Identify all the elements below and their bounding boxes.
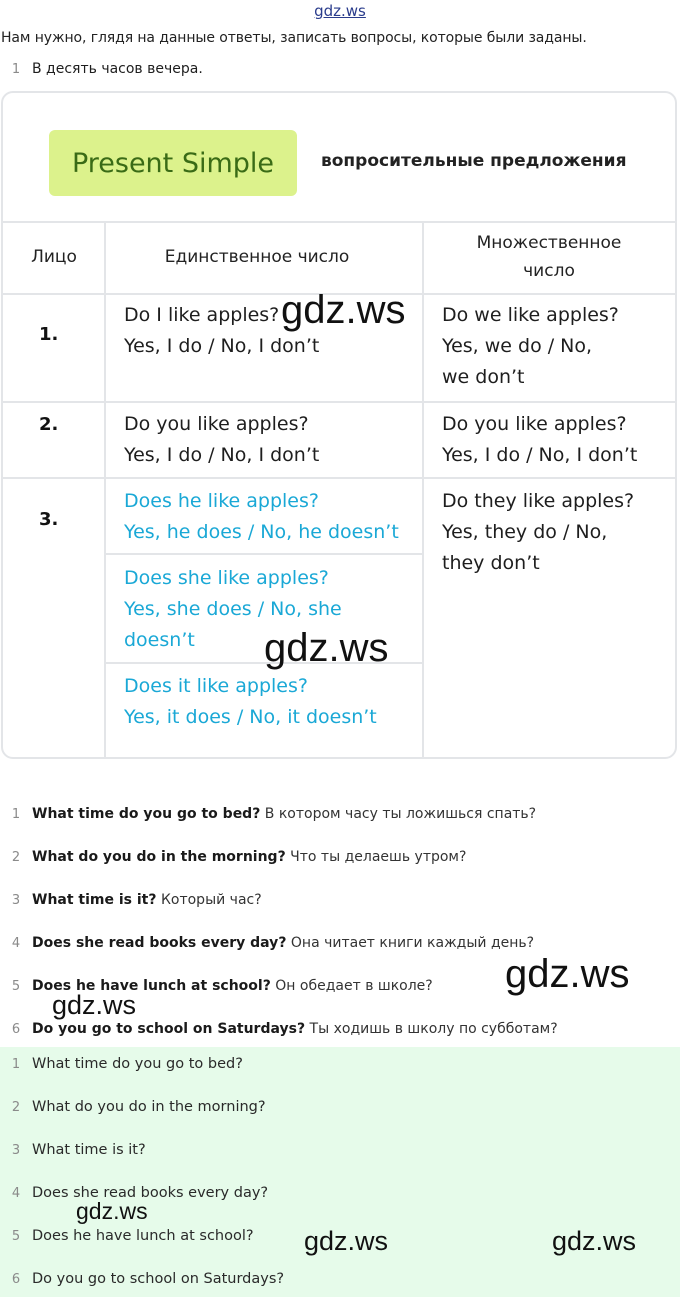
line-number: 1 [11, 62, 21, 77]
watermark: gdz.ws [505, 952, 630, 996]
header-plural: Множественное число [476, 233, 622, 281]
person-3: 3. [39, 509, 59, 530]
answer-item: 1 What time do you go to bed? [11, 1056, 243, 1072]
watermark: gdz.ws [304, 1226, 389, 1256]
watermark: gdz.ws [552, 1226, 637, 1256]
tense-badge: Present Simple [49, 130, 297, 196]
singular-3-she: Does she like apples? Yes, she does / No, she doesn’t [124, 567, 342, 651]
watermark: gdz.ws [264, 626, 389, 670]
answer-item: 3 What time is it? [11, 1142, 146, 1158]
watermark: gdz.ws [76, 1198, 148, 1224]
answer-item: 6 Do you go to school on Saturdays? [11, 1271, 285, 1287]
site-logo[interactable]: gdz.ws [314, 2, 366, 20]
line-1 [0, 61, 203, 77]
watermark: gdz.ws [281, 288, 406, 332]
plural-2: Do you like apples? Yes, I do / No, I don’t [442, 413, 638, 466]
question-item: 1 What time do you go to bed? В котором часу ты ложишься спать? [11, 806, 537, 822]
singular-3-it: Does it like apples? Yes, it does / No, it doesn’t [124, 675, 377, 728]
singular-1: Do I like apples? Yes, I do / No, I don’t [124, 304, 320, 357]
answer-item: 2 What do you do in the morning? [11, 1099, 266, 1115]
question-item: 2 What do you do in the morning? Что ты делаешь утром? [11, 849, 467, 865]
plural-3: Do they like apples? Yes, they do / No, they don’t [442, 490, 635, 574]
singular-2: Do you like apples? Yes, I do / No, I don’t [124, 413, 320, 466]
plural-1: Do we like apples? Yes, we do / No, we don’t [442, 304, 619, 388]
singular-3-he: Does he like apples? Yes, he does / No, he doesn’t [124, 490, 399, 543]
person-1: 1. [39, 324, 59, 345]
header-person: Лицо [31, 247, 77, 267]
table-subtitle: вопросительные предложения [321, 151, 627, 171]
answer-item: 5 Does he have lunch at school? [11, 1228, 254, 1244]
question-item: 3 What time is it? Который час? [11, 892, 262, 908]
line-text: В десять часов вечера. [32, 61, 203, 77]
answer-item: 4 Does she read books every day? [11, 1185, 269, 1201]
person-2: 2. [39, 414, 59, 435]
question-item: 5 Does he have lunch at school? Он обедает в школе? [11, 978, 433, 994]
watermark: gdz.ws [52, 990, 137, 1020]
header-singular: Единственное число [164, 247, 350, 267]
answers-block [0, 1047, 680, 1297]
question-item: 6 Do you go to school on Saturdays? Ты ходишь в школу по субботам? [11, 1021, 558, 1037]
question-item: 4 Does she read books every day? Она читает книги каждый день? [11, 935, 535, 951]
intro-text: Нам нужно, глядя на данные ответы, записать вопросы, которые были заданы. [1, 30, 587, 46]
